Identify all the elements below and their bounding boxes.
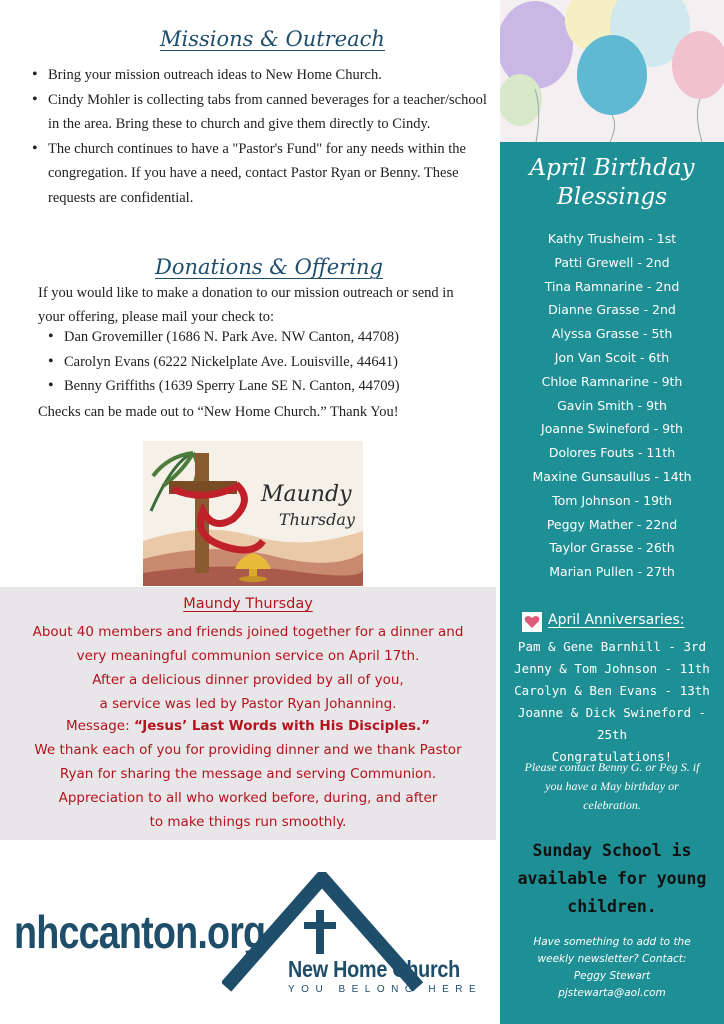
- birthday-title-line: April Birthday: [529, 155, 695, 181]
- heart-icon: [522, 612, 542, 632]
- list-item: Tom Johnson - 19th: [552, 492, 672, 508]
- list-item: • Carolyn Evans (6222 Nickelplate Ave. Louisville, 44641): [46, 350, 486, 375]
- newsletter-line: weekly newsletter? Contact:: [537, 953, 687, 965]
- maundy-line: After a delicious dinner provided by all of you,: [92, 672, 404, 688]
- birthday-title-line: Blessings: [556, 184, 668, 210]
- list-item: Tina Ramnarine - 2nd: [544, 278, 680, 294]
- newsletter-contact: [510, 934, 714, 1002]
- message-label: Message:: [65, 718, 134, 734]
- list-item: Congratulations!: [551, 749, 673, 764]
- list-item: Jenny & Tom Johnson - 11th: [514, 661, 710, 676]
- newsletter-contact-name: Peggy Stewart: [573, 970, 651, 982]
- list-item: • Dan Grovemiller (1686 N. Park Ave. NW Canton, 44708): [46, 325, 486, 350]
- donations-closing: Checks can be made out to “New Home Church.” Thank You!: [38, 404, 399, 420]
- list-item: Gavin Smith - 9th: [557, 397, 667, 413]
- birthday-list: [500, 227, 724, 584]
- list-item: Dianne Grasse - 2nd: [548, 302, 676, 318]
- list-item: Jon Van Scoit - 6th: [554, 349, 670, 365]
- list-item: Joanne & Dick Swineford - 25th: [517, 705, 707, 742]
- missions-list: [30, 63, 490, 210]
- list-item: Kathy Trusheim - 1st: [547, 231, 677, 246]
- list-item: Dolores Fouts - 11th: [548, 445, 676, 461]
- may-contact-note: Please contact Benny G. or Peg S. if you have a May birthday or celebration.: [524, 760, 700, 812]
- list-item: Pam & Gene Barnhill - 3rd: [517, 639, 707, 654]
- newsletter-email-link[interactable]: pjstewarta@aol.com: [558, 987, 666, 999]
- anniversaries-list: [500, 636, 724, 768]
- list-item: Patti Grewell - 2nd: [554, 254, 670, 270]
- maundy-line: We thank each of you for providing dinner and we thank Pastor: [34, 742, 462, 758]
- message-title: “Jesus’ Last Words with His Disciples.”: [133, 718, 431, 734]
- list-item: Maxine Gunsaullus - 14th: [532, 468, 692, 484]
- donations-intro: If you would like to make a donation to our mission outreach or send in your offering, please mail your check to:: [38, 285, 454, 325]
- maundy-line: Appreciation to all who worked before, during, and after: [58, 790, 438, 806]
- church-name: New Home Church: [288, 956, 460, 982]
- maundy-line: Ryan for sharing the message and serving Communion.: [59, 766, 437, 782]
- list-item: • The church continues to have a "Pastor's Fund" for any needs within the congregation. If you have a need, contact Pastor Ryan or Benny. These requests are confidential.: [30, 137, 490, 211]
- list-item: • Cindy Mohler is collecting tabs from canned beverages for a teacher/school in the area. Bring these to church and give them directly to Cindy.: [30, 88, 490, 137]
- list-item: Marian Pullen - 27th: [549, 564, 675, 580]
- maundy-line: a service was led by Pastor Ryan Johanning.: [99, 696, 397, 712]
- address-list: [46, 325, 486, 399]
- maundy-thursday-title: Maundy Thursday: [183, 596, 313, 612]
- maundy-message-line: [0, 718, 496, 734]
- website-url[interactable]: nhccanton.org: [14, 906, 266, 958]
- maundy-line: to make things run smoothly.: [149, 814, 347, 830]
- missions-title: Missions & Outreach: [160, 27, 385, 51]
- sunday-school-note: Sunday School is available for young children.: [517, 841, 707, 916]
- maundy-thursday-image: [143, 441, 363, 586]
- list-item: • Benny Griffiths (1639 Sperry Lane SE N. Canton, 44709): [46, 374, 486, 399]
- cross-illustration: [143, 441, 363, 586]
- list-item: Taylor Grasse - 26th: [549, 540, 675, 556]
- list-item: Carolyn & Ben Evans - 13th: [514, 683, 710, 698]
- church-tagline: YOU BELONG HERE: [288, 984, 483, 995]
- list-item: Joanne Swineford - 9th: [541, 421, 683, 437]
- newsletter-line: Have something to add to the: [533, 936, 691, 948]
- balloons-image: [500, 0, 724, 142]
- balloons-icon: [500, 0, 724, 142]
- birthday-title: [500, 154, 724, 212]
- maundy-script-1: Maundy: [261, 482, 352, 507]
- list-item: • Bring your mission outreach ideas to New Home Church.: [30, 63, 490, 88]
- list-item: Alyssa Grasse - 5th: [551, 326, 673, 342]
- anniversaries-title: April Anniversaries:: [548, 612, 685, 628]
- maundy-script-2: Thursday: [279, 510, 355, 529]
- maundy-line: very meaningful communion service on April 17th.: [76, 648, 420, 664]
- donations-title: Donations & Offering: [155, 255, 383, 279]
- list-item: Peggy Mather - 22nd: [546, 516, 678, 532]
- maundy-line: About 40 members and friends joined together for a dinner and: [32, 624, 464, 640]
- list-item: Chloe Ramnarine - 9th: [541, 373, 683, 389]
